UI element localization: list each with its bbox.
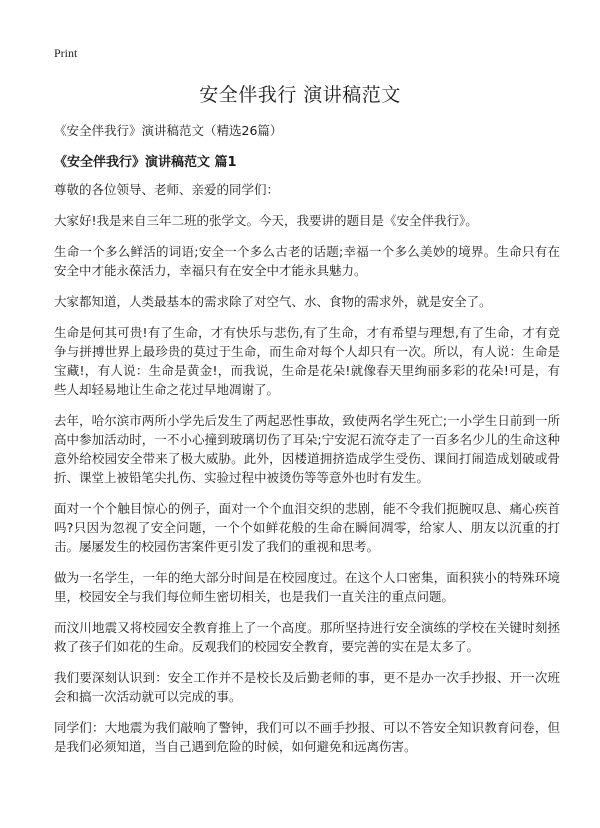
paragraph: 大家好!我是来自三年二班的张学文。今天，我要讲的题目是《安全伴我行》。	[54, 213, 478, 228]
paragraph: 尊敬的各位领导、老师、亲爱的同学们：	[54, 182, 280, 197]
paragraph: 我们要深刻认识到：安全工作并不是校长及后勤老师的事，更不是办一次手抄报、开一次班会和搞一次活动就可以完成的事。	[54, 670, 560, 704]
section-heading: 《安全伴我行》演讲稿范文 篇1	[54, 155, 237, 170]
paragraph: 做为一名学生，一年的绝大部分时间是在校园度过。在这个人口密集，面积狭小的特殊环境里，校园安全与我们每位师生密切相关，也是我们一直关注的重点问题。	[54, 570, 560, 604]
paragraph: 去年，哈尔滨市两所小学先后发生了两起恶性事故，致使两名学生死亡;一小学生日前到一所高中参加活动时，一不小心撞到玻璃切伤了耳朵;宁安泥石流夺走了一百多名少儿的生命这种意外给校园安全带来了极大威胁。此外，因楼道拥挤造成学生受伤、课间打闹造成划破或骨折、课堂上被铅笔尖扎伤、实验过程中被烫伤等等意外也时有发生。	[54, 413, 560, 485]
paragraph: 生命是何其可贵!有了生命，才有快乐与悲伤,有了生命，才有希望与理想,有了生命，才有竞争与拼搏世界上最珍贵的莫过于生命，而生命对每个人却只有一次。所以，有人说：生命是宝藏!，有人说：生命是黄金!，而我说，生命是花朵!就像春天里绚丽多彩的花朵!可是，有些人却轻易地让生命之花过早地凋谢了。	[54, 325, 560, 397]
paragraph: 面对一个个触目惊心的例子，面对一个个血泪交织的悲剧，能不令我们扼腕叹息、痛心疾首吗?只因为忽视了安全问题，一个个如鲜花般的生命在瞬间凋零，给家人、朋友以沉重的打击。屡屡发生的校园伤害案件更引发了我们的重视和思考。	[54, 501, 560, 554]
paragraph: 而汶川地震又将校园安全教育推上了一个高度。那所坚持进行安全演练的学校在关键时刻拯救了孩子们如花的生命。反观我们的校园安全教育，要完善的实在是太多了。	[54, 620, 560, 654]
paragraph: 大家都知道，人类最基本的需求除了对空气、水、食物的需求外，就是安全了。	[54, 294, 492, 309]
article-body	[54, 180, 560, 768]
paragraph: 生命一个多么鲜活的词语;安全一个多么古老的话题;幸福一个多么美妙的境界。生命只有在安全中才能永葆活力，幸福只有在安全中才能永具魅力。	[54, 244, 560, 278]
subtitle: 《安全伴我行》演讲稿范文（精选26篇）	[54, 123, 283, 138]
print-link[interactable]: Print	[54, 46, 78, 60]
page-title: 安全伴我行 演讲稿范文	[199, 84, 401, 106]
paragraph: 同学们：大地震为我们敲响了警钟，我们可以不画手抄报、可以不答安全知识教育问卷，但是我们必须知道，当自己遇到危险的时候，如何避免和远离伤害。	[54, 720, 560, 754]
